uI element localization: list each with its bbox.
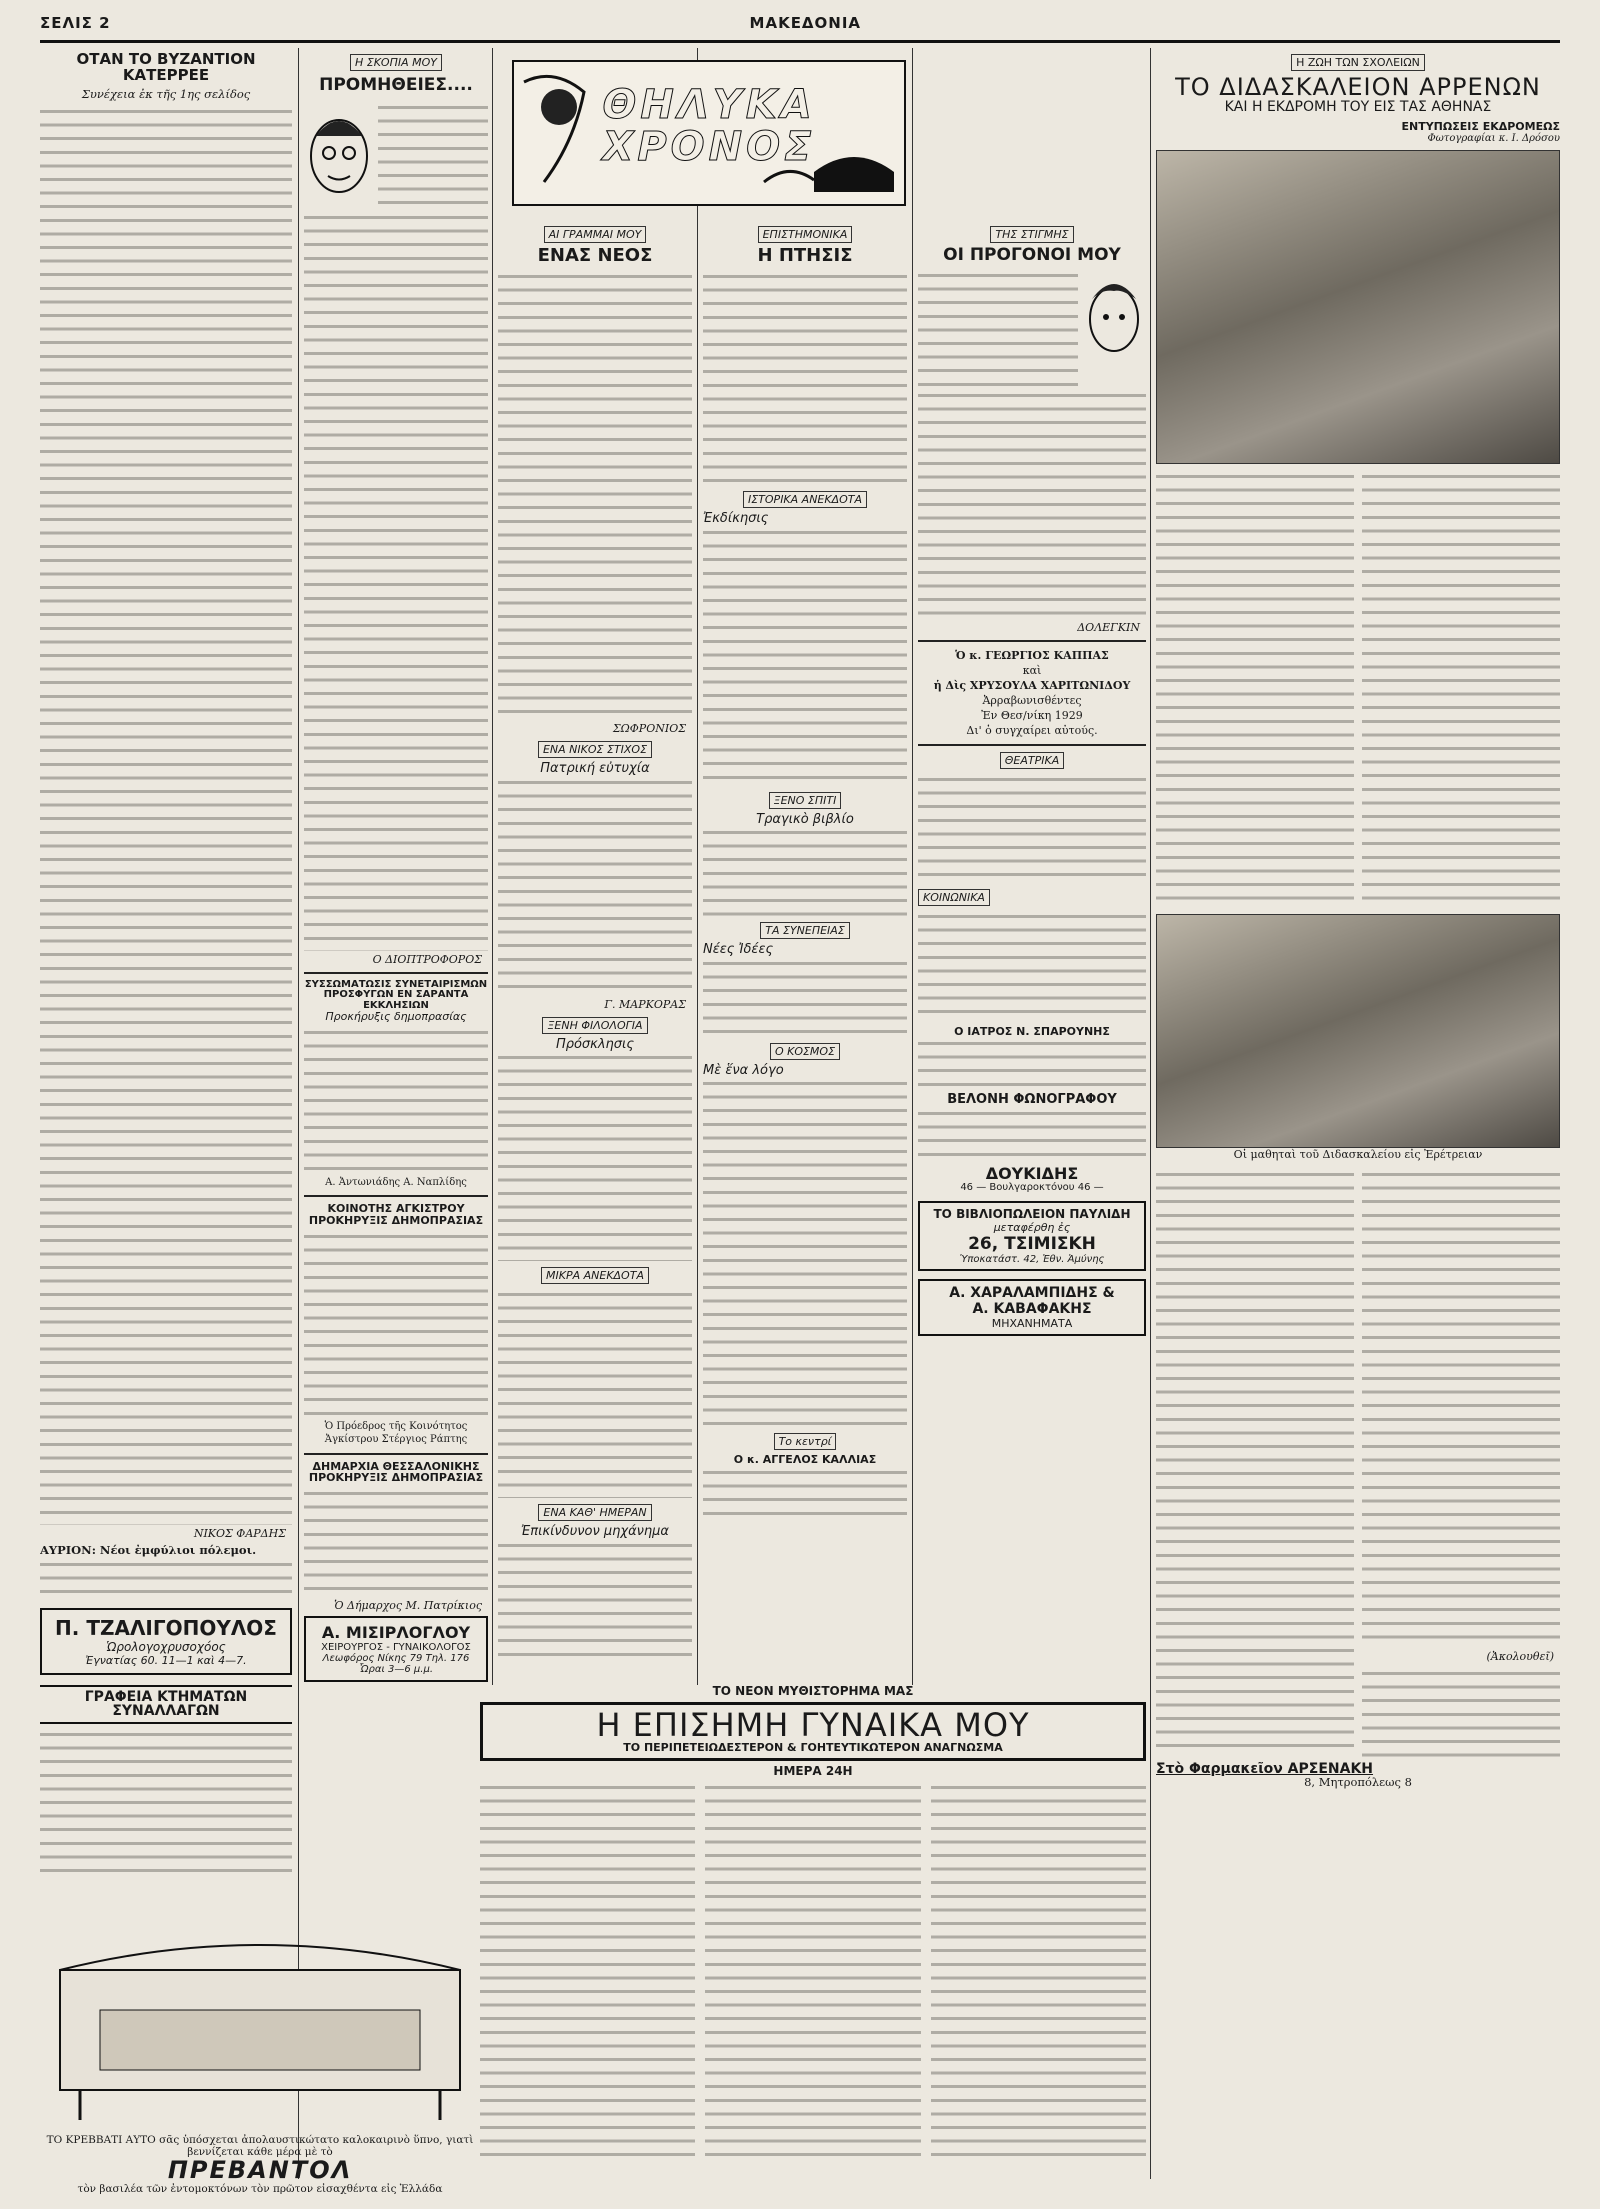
- continued-note: (Ἀκολουθεῖ): [1486, 1649, 1554, 1663]
- article-body: [304, 211, 488, 951]
- bed-illustration: [40, 1930, 480, 2130]
- article-title: ΠΡΟΜΗΘΕΙΕΣ....: [319, 75, 473, 95]
- section-tag: ΤΑ ΣΥΝΕΠΕΙΑΣ: [760, 922, 850, 939]
- article-title: Νέες Ἰδέες: [703, 942, 774, 958]
- section-tag: Ο ΚΟΣΜΟΣ: [770, 1043, 840, 1060]
- masthead-illustration: [512, 60, 906, 206]
- notice-signers: Α. Ἀντωνιάδης Α. Ναπλίδης: [325, 1176, 467, 1188]
- article-title: Ο κ. ΑΓΓΕΛΟΣ ΚΑΛΛΙΑΣ: [733, 1453, 877, 1467]
- article-title: Πατρική εὐτυχία: [540, 760, 650, 776]
- masthead-title: ΘΗΛΥΚΑ ΧΡΟΝΟΣ: [602, 82, 816, 170]
- section-tag: ΕΝΑ ΚΑΘ' ΗΜΕΡΑΝ: [538, 1504, 651, 1521]
- article-title: Ἐκδίκησις: [703, 510, 769, 526]
- author: ΝΙΚΟΣ ΦΑΡΔΗΣ: [193, 1527, 286, 1541]
- column-1: [40, 48, 292, 2179]
- serial-subtitle: ΤΟ ΠΕΡΙΠΕΤΕΙΩΔΕΣΤΕΡΟΝ & ΓΟΗΤΕΥΤΙΚΩΤΕΡΟΝ ΑΝΑΓΝΩΣΜΑ: [623, 1741, 1003, 1755]
- engagement-notice: Ὁ κ. ΓΕΩΡΓΙΟΣ ΚΑΠΠΑΣ καὶ ἡ Δὶς ΧΡΥΣΟΥΛΑ ΧΑΡΙΤΩΝΙΔΟΥ Ἀρραβωνισθέντες Ἐν Θεσ/νίκη 1929 Δι' ὁ συγχαίρει αὐτούς.: [933, 648, 1131, 737]
- author: Γ. ΜΑΡΚΟΡΑΣ: [604, 997, 686, 1011]
- caricature-illustration: [304, 101, 374, 211]
- section-tag: ΜΙΚΡΑ ΑΝΕΚΔΟΤΑ: [541, 1267, 649, 1284]
- ad-address: Ἐγνατίας 60. 11—1 καὶ 4—7.: [85, 1653, 247, 1667]
- section-tag: ΞΕΝΗ ΦΙΛΟΛΟΓΙΑ: [542, 1017, 647, 1034]
- author: ΔΟΛΕΓΚΙΝ: [1077, 620, 1140, 634]
- article-title: Τραγικὸ βιβλίο: [756, 811, 854, 827]
- article-title: Μὲ ἕνα λόγο: [703, 1062, 784, 1078]
- ad-name: Π. ΤΖΑΛΙΓΟΠΟΥΛΟΣ: [55, 1615, 277, 1640]
- ad-tzaligopoulos: [40, 1608, 292, 1675]
- photo-credit: Φωτογραφίαι κ. Ι. Δρόσου: [1427, 133, 1560, 145]
- photo-caption: Οἱ μαθηταὶ τοῦ Διδασκαλείου εἰς Ἐρέτρειαν: [1233, 1148, 1483, 1162]
- article-title: ΟΤΑΝ ΤΟ ΒΥΖΑΝΤΙΟΝ ΚΑΤΕΡΡΕΕ: [76, 50, 256, 84]
- ad-pavlidis: ΤΟ ΒΙΒΛΙΟΠΩΛΕΙΟΝ ΠΑΥΛΙΔΗ μεταφέρθη ἐς 26, ΤΣΙΜΙΣΚΗ Ὑποκατάστ. 42, Ἐθν. Ἀμύνης: [918, 1201, 1146, 1271]
- section-tag: ΘΕΑΤΡΙΚΑ: [1000, 752, 1064, 769]
- notice-org: ΚΟΙΝΟΤΗΣ ΑΓΚΙΣΤΡΟΥ: [327, 1202, 465, 1216]
- column-rule: [1150, 48, 1151, 2179]
- serial-kicker: ΤΟ ΝΕΟΝ ΜΥΘΙΣΤΟΡΗΜΑ ΜΑΣ: [712, 1684, 914, 1698]
- article-title: ΟΙ ΠΡΟΓΟΝΟΙ ΜΟΥ: [943, 245, 1121, 265]
- section-tag: Η ΣΚΟΠΙΑ ΜΟΥ: [350, 54, 442, 71]
- author-caricature: [1082, 269, 1146, 389]
- section-tag: Το κεντρί: [774, 1433, 837, 1450]
- serial-title: Η ΕΠΙΣΗΜΗ ΓΥΝΑΙΚΑ ΜΟΥ: [596, 1705, 1030, 1744]
- page-number: ΣΕΛΙΣ 2: [40, 14, 111, 32]
- page-header: [40, 6, 1560, 43]
- article-title: ΤΟ ΔΙΔΑΣΚΑΛΕΙΟΝ ΑΡΡΕΝΩΝ: [1175, 73, 1541, 101]
- notice-title: ΠΡΟΣΦΥΓΩΝ ΕΝ ΣΑΡΑΝΤΑ ΕΚΚΛΗΣΙΩΝ: [323, 989, 469, 1011]
- ad-title: ΓΡΑΦΕΙΑ ΚΤΗΜΑΤΩΝ ΣΥΝΑΛΛΑΓΩΝ: [40, 1685, 292, 1724]
- author: ΣΩΦΡΟΝΙΟΣ: [612, 721, 686, 735]
- ad-misirloglou: Α. ΜΙΣΙΡΛΟΓΛΟΥ ΧΕΙΡΟΥΡΓΟΣ - ΓΥΝΑΙΚΟΛΟΓΟΣ Λεωφόρος Νίκης 79 Τηλ. 176 Ὧραι 3—6 μ.μ.: [304, 1616, 488, 1682]
- article-title: ΕΝΑΣ ΝΕΟΣ: [537, 245, 653, 266]
- article-title: Ἐπικίνδυνον μηχάνημα: [521, 1524, 669, 1540]
- ad-title: ΒΕΛΟΝΗ ΦΩΝΟΓΡΑΦΟΥ: [947, 1092, 1117, 1108]
- pharmacy-ad: Στὸ Φαρμακεῖον ΑΡΣΕΝΑΚΗ: [1156, 1760, 1374, 1777]
- section-tag: Η ΖΩΗ ΤΩΝ ΣΧΟΛΕΙΩΝ: [1291, 54, 1425, 71]
- section-tag: ΙΣΤΟΡΙΚΑ ΑΝΕΚΔΟΤΑ: [743, 491, 867, 508]
- notice-title: ΠΡΟΚΗΡΥΞΙΣ ΔΗΜΟΠΡΑΣΙΑΣ: [308, 1214, 484, 1228]
- notice-org: ΣΥΣΣΩΜΑΤΩΣΙΣ ΣΥΝΕΤΑΙΡΙΣΜΩΝ: [304, 978, 488, 990]
- notice-title: ΠΡΟΚΗΡΥΞΙΣ ΔΗΜΟΠΡΑΣΙΑΣ: [308, 1471, 484, 1485]
- notice-signer: Ὁ Δήμαρχος Μ. Πατρίκιος: [334, 1598, 482, 1612]
- notice-org: ΔΗΜΑΡΧΙΑ ΘΕΣΣΑΛΟΝΙΚΗΣ: [312, 1459, 480, 1473]
- column-2: [304, 48, 488, 2179]
- brand-name: ΠΡΕΒΑΝΤΟΛ: [167, 2156, 353, 2184]
- column-6: [1156, 48, 1560, 2179]
- article-kicker: ΕΝΤΥΠΩΣΕΙΣ ΕΚΔΡΟΜΕΩΣ: [1401, 119, 1560, 133]
- ad-machinery: Α. ΧΑΡΑΛΑΜΠΙΔΗΣ & Α. ΚΑΒΑΦΑΚΗΣ ΜΗΧΑΝΗΜΑΤΑ: [918, 1279, 1146, 1336]
- column-rule: [298, 48, 299, 2179]
- section-tag: ΚΟΙΝΩΝΙΚΑ: [918, 889, 990, 906]
- article-subtitle: ΚΑΙ Η ΕΚΔΡΟΜΗ ΤΟΥ ΕΙΣ ΤΑΣ ΑΘΗΝΑΣ: [1224, 99, 1492, 116]
- pharmacy-address: 8, Μητροπόλεως 8: [1304, 1775, 1412, 1790]
- continuation-note: Συνέχεια ἐκ τῆς 1ης σελίδος: [81, 86, 251, 101]
- section-tag: ΞΕΝΟ ΣΠΙΤΙ: [769, 792, 842, 809]
- article-title: Πρόσκλησις: [555, 1036, 635, 1052]
- ad-sub: Ὡρολογοχρυσοχόος: [106, 1639, 226, 1654]
- tomorrow-note: ΑΥΡΙΟΝ: Νέοι ἐμφύλιοι πόλεμοι.: [40, 1543, 257, 1558]
- column-5: ΤΗΣ ΣΤΙΓΜΗΣ ΟΙ ΠΡΟΓΟΝΟΙ ΜΟΥ ΔΟΛΕΓΚΙΝ Ὁ κ. ΓΕΩΡΓΙΟΣ ΚΑΠΠΑΣ καὶ ἡ Δὶς ΧΡΥΣΟΥΛΑ ΧΑΡΙΤΩΝΙΔΟΥ Ἀρραβωνισθέντες Ἐν Θεσ/νίκη 1929 Δι' ὁ συγχαίρει αὐτούς. ΘΕΑΤΡΙΚΑ ΚΟΙΝΩΝΙΚΑ Ο ΙΑΤΡΟΣ Ν. ΣΠΑΡΟΥΝΗΣ ΒΕΛΟΝΗ ΦΩΝΟΓΡΑΦΟΥ ΔΟΥΚΙΔΗΣ 46 — Βουλγαροκτόνου 46 — ΤΟ ΒΙΒΛΙΟΠΩΛΕΙΟΝ ΠΑΥΛΙΔΗ μεταφέρθη ἐς 26, ΤΣΙΜΙΣΚΗ Ὑποκατάστ. 42, Ἐθν. Ἀμύνης Α. ΧΑΡΑΛΑΜΠΙΔΗΣ & Α. ΚΑΒΑΦΑΚΗΣ ΜΗΧΑΝΗΜΑΤΑ: [918, 220, 1146, 2179]
- section-tag: ΕΝΑ ΝΙΚΟΣ ΣΤΙΧΟΣ: [538, 741, 652, 758]
- article-body: [40, 105, 292, 1525]
- doctor-notice: Ο ΙΑΤΡΟΣ Ν. ΣΠΑΡΟΥΝΗΣ: [954, 1024, 1110, 1038]
- article-title: Η ΠΤΗΣΙΣ: [757, 245, 853, 266]
- serial-day: ΗΜΕΡΑ 24Η: [773, 1763, 853, 1778]
- photo-students: [1156, 914, 1560, 1148]
- serial-novel: [480, 1685, 1146, 2181]
- section-tag: ΕΠΙΣΤΗΜΟΝΙΚΑ: [758, 226, 853, 243]
- article-body: [498, 270, 692, 720]
- article-body: [918, 389, 1146, 619]
- section-tag: ΑΙ ΓΡΑΜΜΑΙ ΜΟΥ: [544, 226, 647, 243]
- ad-dukidis: ΔΟΥΚΙΔΗΣ: [985, 1164, 1079, 1184]
- paper-name: ΜΑΚΕΔΟΝΙΑ: [749, 14, 862, 32]
- notice-signer: Ὁ Πρόεδρος τῆς Κοινότητος Ἀγκίστρου Στέργιος Ράπτης: [324, 1420, 468, 1446]
- author: Ο ΔΙΟΠΤΡΟΦΟΡΟΣ: [372, 952, 482, 966]
- photo-trees: [1156, 150, 1560, 464]
- notice-sub: Προκήρυξις δημοπρασίας: [325, 1010, 467, 1024]
- ad-prevantol: ΤΟ ΚΡΕΒΒΑΤΙ ΑΥΤΟ σᾶς ὑπόσχεται ἀπολαυστικώτατο καλοκαιρινὸ ὕπνο, γιατὶ βεννίζεται κάθε μέρα μὲ τὸ ΠΡΕΒΑΝΤΟΛ τὸν βασιλέα τῶν ἐντομοκτόνων τὸν πρῶτον εἰσαχθέντα εἰς Ἑλλάδα: [40, 1930, 480, 2190]
- section-tag: ΤΗΣ ΣΤΙΓΜΗΣ: [990, 226, 1073, 243]
